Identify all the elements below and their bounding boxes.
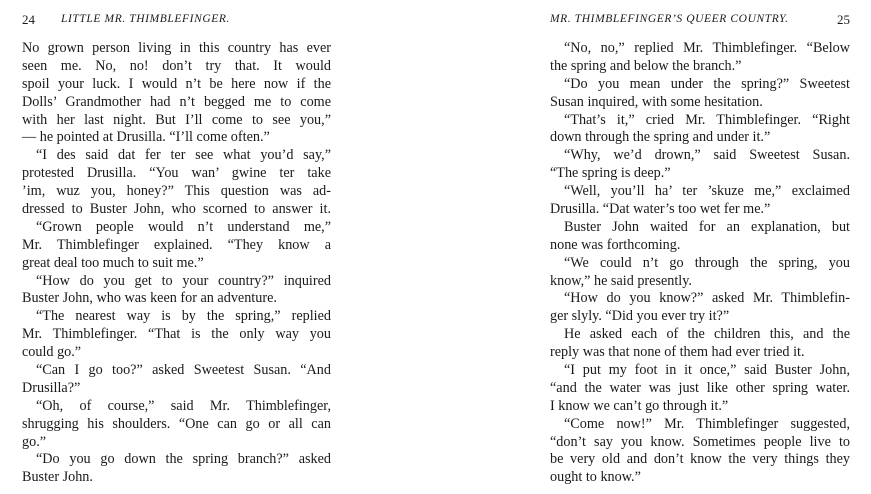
text-line: the spring and below the branch.”	[550, 57, 742, 74]
right-page-header	[550, 0, 850, 26]
text-line: — he pointed at Drusilla. “I’ll come often.”	[22, 129, 270, 146]
text-line: Buster John waited for an explanation, but	[564, 218, 850, 235]
text-line: go.”	[22, 433, 47, 450]
left-page-header	[22, 0, 331, 26]
text-line: No grown person living in this country has ever	[22, 40, 331, 56]
text-line: I know we can’t go through it.”	[550, 397, 729, 414]
text-line: Buster John, who was keen for an adventure.	[22, 290, 277, 307]
left-page-number: 24	[22, 12, 35, 27]
text-line: Drusilla?”	[22, 379, 81, 396]
text-line: ’im, wuz you, honey?” This question was ad-	[22, 183, 331, 200]
text-line: “The spring is deep.”	[550, 165, 671, 182]
text-line: “I put my foot in it once,” said Buster John,	[564, 362, 850, 379]
text-line: be very old and don’t know the very things they	[550, 451, 850, 468]
text-line: great deal too much to suit me.”	[22, 254, 204, 271]
left-page	[22, 0, 331, 494]
left-page-body	[22, 40, 331, 487]
text-line: know,” he said presently.	[550, 272, 692, 289]
text-line: dressed to Buster John, who scorned to answer it.	[22, 201, 331, 218]
right-running-head: MR. THIMBLEFINGER’S QUEER COUNTRY.	[550, 13, 789, 25]
text-line: with her last night. But I’ll come to see you,”	[22, 111, 331, 128]
text-line: “Why, we’d drown,” said Sweetest Susan.	[564, 147, 850, 164]
text-line: “Can I go too?” asked Sweetest Susan. “And	[36, 362, 331, 379]
text-line: Mr. Thimblefinger explained. “They know a	[22, 236, 331, 253]
text-line: Susan inquired, with some hesitation.	[550, 93, 763, 110]
text-line: “and the water was just like other spring water.	[550, 379, 850, 396]
text-line: could go.”	[22, 344, 82, 361]
right-page	[550, 0, 850, 494]
text-line: “Do you go down the spring branch?” asked	[36, 451, 331, 468]
left-running-head: LITTLE MR. THIMBLEFINGER.	[61, 13, 230, 25]
text-line: “How do you get to your country?” inquired	[36, 272, 331, 289]
text-line: “Well, you’ll ha’ ter ’skuze me,” exclaimed	[564, 183, 850, 200]
right-page-body	[550, 40, 850, 487]
text-line: “don’t say you know. Sometimes people live to	[550, 433, 850, 450]
text-line: “I des said dat fer ter see what you’d say,”	[36, 147, 331, 164]
text-line: “Grown people would n’t understand me,”	[36, 218, 331, 235]
text-line: seen me. No, no! don’t try that. It would	[22, 57, 331, 74]
text-line: down through the spring and under it.”	[550, 129, 771, 146]
text-line: none was forthcoming.	[550, 236, 681, 253]
text-line: He asked each of the children this, and the	[564, 326, 850, 343]
text-line: “No, no,” replied Mr. Thimblefinger. “Below	[564, 40, 850, 56]
text-line: Buster John.	[22, 469, 93, 486]
text-line: ger slyly. “Did you ever try it?”	[550, 308, 730, 325]
text-line: shrugging his shoulders. “One can go or all can	[22, 415, 331, 432]
text-line: protested Drusilla. “You wan’ gwine ter take	[22, 165, 331, 182]
text-line: ought to know.”	[550, 469, 641, 486]
text-line: “We could n’t go through the spring, you	[564, 254, 850, 271]
text-line: Mr. Thimblefinger. “That is the only way you	[22, 326, 331, 343]
text-line: spoil your luck. I would n’t be here now if the	[22, 75, 331, 92]
text-line: Dolls’ Grandmother had n’t begged me to come	[22, 93, 331, 110]
right-page-number: 25	[837, 12, 850, 27]
text-line: “That’s it,” cried Mr. Thimblefinger. “Right	[564, 111, 850, 128]
text-line: “Do you mean under the spring?” Sweetest	[564, 75, 850, 92]
text-line: “How do you know?” asked Mr. Thimblefin-	[564, 290, 850, 307]
text-line: Drusilla. “Dat water’s too wet fer me.”	[550, 201, 771, 218]
text-line: reply was that none of them had ever tried it.	[550, 344, 805, 361]
text-line: “Come now!” Mr. Thimblefinger suggested,	[564, 415, 850, 432]
text-line: “The nearest way is by the spring,” replied	[36, 308, 331, 325]
text-line: “Oh, of course,” said Mr. Thimblefinger,	[36, 397, 331, 414]
